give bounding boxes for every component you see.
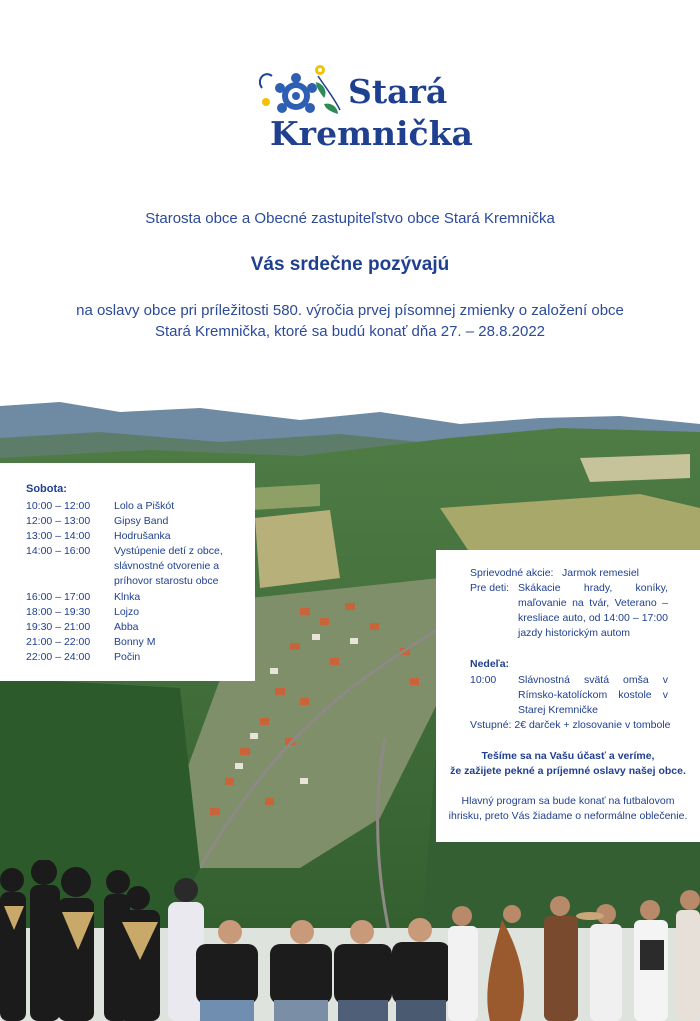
logo-text-stara: Stará <box>348 72 448 111</box>
event-description-line1: na oslavy obce pri príležitosti 580. výročia prvej písomnej zmienky o založení obce <box>76 302 624 319</box>
sunday-time: 10:00 <box>470 674 497 686</box>
sunday-heading: Nedeľa: <box>470 658 510 670</box>
schedule-act: Bonny M <box>114 636 156 648</box>
schedule-act: Abba <box>114 621 139 633</box>
schedule-act: Gipsy Band <box>114 515 169 527</box>
schedule-act: Počin <box>114 651 141 663</box>
saturday-schedule-card <box>0 463 255 681</box>
dress-note-line-1: Hlavný program sa bude konať na futbalovom <box>461 795 675 807</box>
host-line: Starosta obce a Obecné zastupiteľstvo obce Stará Kremnička <box>145 210 555 227</box>
schedule-time: 22:00 – 24:00 <box>26 651 91 663</box>
schedule-time: 18:00 – 19:30 <box>26 606 91 618</box>
kids-activities: Skákacie hrady, koníky, maľovanie na tvár, Veterano – kresliace auto, od 14:00 – 17:00 jazdy historickým autom <box>518 582 668 639</box>
closing-line-1: Tešíme sa na Vašu účasť a veríme, <box>481 750 655 762</box>
schedule-act: Hodrušanka <box>114 530 171 542</box>
schedule-time: 14:00 – 16:00 <box>26 545 91 557</box>
invitation-heading: Vás srdečne pozývajú <box>250 254 450 275</box>
kids-label: Pre deti: <box>470 582 510 594</box>
schedule-time: 10:00 – 12:00 <box>26 500 91 512</box>
schedule-time: 19:30 – 21:00 <box>26 621 91 633</box>
accompanying-events-value: Jarmok remesiel <box>562 567 640 579</box>
performers-photo <box>0 860 700 1021</box>
event-description <box>0 300 700 342</box>
schedule-time: 16:00 – 17:00 <box>26 591 91 603</box>
schedule-act: Klnka <box>114 591 141 603</box>
dress-note-line-2: ihrisku, preto Vás žiadame o neformálne oblečenie. <box>448 810 688 822</box>
schedule-time: 12:00 – 13:00 <box>26 515 91 527</box>
event-description-line2: Stará Kremnička, ktoré sa budú konať dňa 27. – 28.8.2022 <box>154 323 546 340</box>
logo-text-kremnicka: Kremnička <box>270 114 473 153</box>
schedule-act: Lojzo <box>114 606 140 618</box>
saturday-heading: Sobota: <box>26 483 67 495</box>
sunday-mass: Slávnostná svätá omša v Rímsko-katolíckom kostole v Starej Kremničke <box>518 674 668 716</box>
entry-fee: Vstupné: 2€ darček + zlosovanie v tombole <box>470 719 671 731</box>
schedule-act: Vystúpenie detí z obce, slávnostné otvorenie a príhovor starostu obce <box>114 545 223 587</box>
schedule-act: Lolo a Piškót <box>114 500 175 512</box>
schedule-time: 13:00 – 14:00 <box>26 530 91 542</box>
flower-ornament-icon <box>254 58 354 118</box>
side-events-card <box>436 550 700 842</box>
schedule-time: 21:00 – 22:00 <box>26 636 91 648</box>
village-logo <box>254 58 473 162</box>
closing-line-2: že zažijete pekné a príjemné oslavy našej obce. <box>450 765 686 777</box>
accompanying-events-label: Sprievodné akcie: <box>470 567 554 579</box>
